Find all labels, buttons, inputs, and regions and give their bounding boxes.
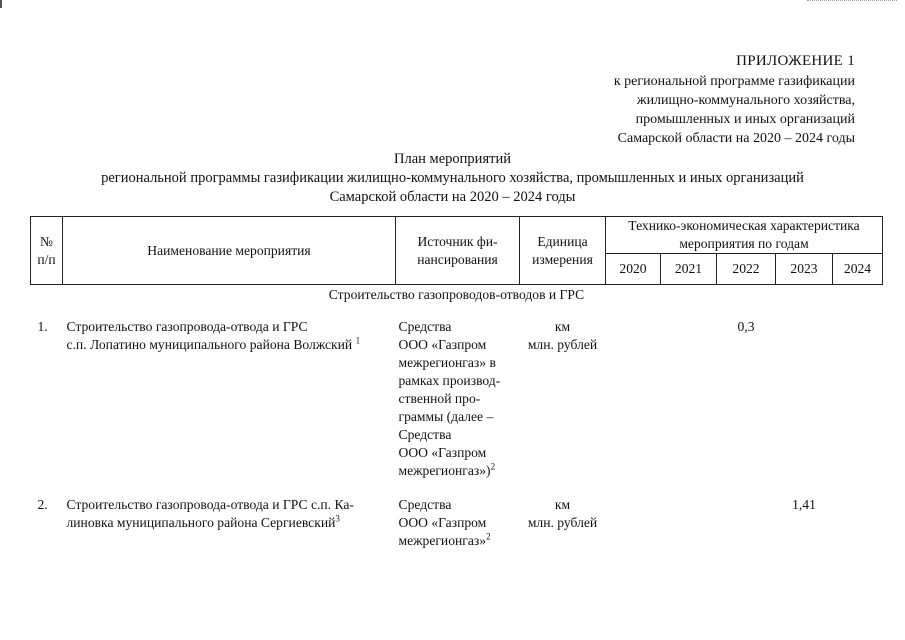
row-name-line — [67, 336, 394, 354]
scan-edge-mark — [0, 0, 2, 8]
row-source-line: рамках производ- — [398, 373, 501, 388]
plan-title — [0, 150, 905, 207]
appendix-line: к региональной программе газификации — [613, 74, 855, 89]
row-number: 2. — [37, 497, 48, 512]
row-unit-line: км — [554, 319, 571, 334]
footnote-mark: 3 — [335, 513, 340, 524]
row-value-2023 — [776, 318, 833, 496]
footnote-mark: 2 — [486, 531, 491, 542]
header-year: 2024 — [833, 254, 883, 285]
header-name: Наименование мероприятия — [63, 217, 396, 285]
row-unit — [520, 496, 606, 550]
header-source — [396, 217, 520, 285]
row-value-2020 — [606, 318, 661, 496]
header-unit — [520, 217, 606, 285]
row-value-2022 — [717, 496, 776, 550]
appendix-block — [515, 52, 855, 148]
row-value-2024 — [833, 318, 883, 496]
appendix-heading: ПРИЛОЖЕНИЕ 1 — [736, 53, 855, 69]
row-value-2021 — [661, 496, 717, 550]
row-unit-line: млн. рублей — [527, 515, 598, 530]
row-source-line: межрегионгаз» в — [398, 355, 496, 370]
row-unit — [520, 318, 606, 496]
header-num-line: № — [40, 233, 53, 249]
header-unit-line: Единица — [537, 233, 588, 249]
row-unit-line: км — [554, 497, 571, 512]
appendix-line: жилищно-коммунального хозяйства, — [636, 93, 855, 108]
appendix-line: Самарской области на 2020 – 2024 годы — [617, 131, 855, 146]
row-name-line: Строительство газопровода-отвода и ГРС с.п. Ка- — [66, 497, 354, 512]
row-source — [396, 496, 520, 550]
row-value-2022: 0,3 — [737, 319, 755, 334]
row-source-line: ООО «Газпром — [398, 515, 487, 530]
row-source-line: граммы (далее – — [398, 409, 494, 424]
row-value-2021 — [661, 318, 717, 496]
scan-corner-mark — [807, 0, 897, 4]
row-number: 1. — [37, 319, 48, 334]
row-unit-line: млн. рублей — [527, 337, 598, 352]
row-source-line: Средства — [398, 427, 452, 442]
row-source-line: ООО «Газпром — [398, 445, 487, 460]
section-title: Строительство газопроводов-отводов и ГРС — [328, 287, 585, 302]
header-row — [31, 217, 883, 254]
row-value-2020 — [606, 496, 661, 550]
appendix-line: промышленных и иных организаций — [635, 112, 855, 127]
row-source-text: межрегионгаз») — [398, 463, 491, 478]
plan-title-line: Самарской области на 2020 – 2024 годы — [329, 189, 576, 205]
header-num — [31, 217, 63, 285]
row-source-line: ООО «Газпром — [398, 337, 487, 352]
header-year: 2020 — [606, 254, 661, 285]
row-source-line: Средства — [398, 319, 452, 334]
row-name-text: с.п. Лопатино муниципального района Волжский — [66, 337, 353, 352]
plan-title-line: региональной программы газификации жилищно-коммунального хозяйства, промышленных и иных организаций — [101, 170, 804, 186]
row-source-line — [399, 532, 520, 550]
header-tech-line: мероприятия по годам — [679, 236, 809, 251]
row-source-line: Средства — [398, 497, 452, 512]
row-name-line — [67, 514, 394, 532]
header-year: 2021 — [661, 254, 717, 285]
footnote-mark: 1 — [355, 335, 361, 346]
row-source-line: ственной про- — [398, 391, 481, 406]
header-num-line: п/п — [37, 251, 56, 267]
row-name-line: Строительство газопровода-отвода и ГРС — [66, 319, 308, 334]
section-row — [31, 285, 883, 319]
row-value-2024 — [833, 496, 883, 550]
header-tech — [606, 217, 883, 254]
header-unit-line: измерения — [532, 251, 593, 267]
row-source-line — [399, 462, 520, 480]
row-name-text: линовка муниципального района Сергиевский — [66, 515, 336, 530]
table-row — [31, 496, 883, 550]
header-source-line: нансирования — [417, 251, 498, 267]
plan-table — [30, 216, 883, 550]
header-year: 2023 — [776, 254, 833, 285]
table-row — [31, 318, 883, 496]
row-source — [396, 318, 520, 496]
row-value-2023: 1,41 — [792, 497, 816, 512]
header-year: 2022 — [717, 254, 776, 285]
footnote-mark: 2 — [490, 461, 496, 472]
header-source-line: Источник фи- — [417, 233, 498, 249]
row-name — [63, 496, 396, 550]
row-source-text: межрегионгаз» — [398, 533, 487, 548]
plan-title-line: План мероприятий — [394, 151, 511, 167]
header-tech-line: Технико-экономическая характеристика — [628, 218, 860, 233]
row-name — [63, 318, 396, 496]
